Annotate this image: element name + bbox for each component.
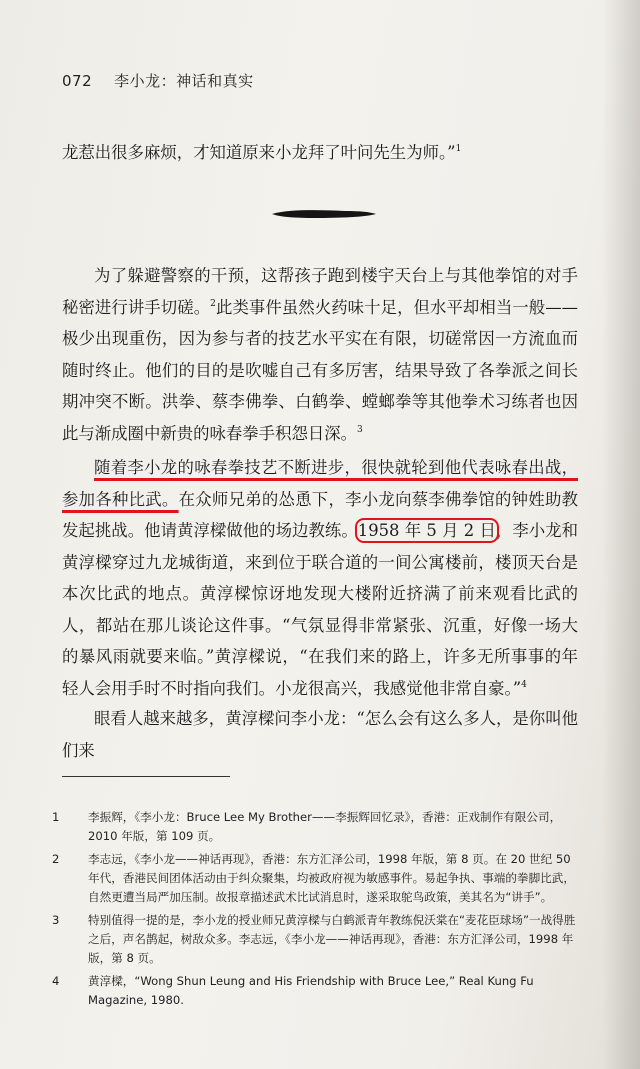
footnote-number: 2 [52, 852, 60, 866]
footnote-text: 李振辉，《李小龙：Bruce Lee My Brother——李振辉回忆录》，香港：正戏制作有限公司，2010 年版，第 109 页。 [88, 810, 562, 843]
note-ref-2: 2 [210, 298, 216, 309]
footnote-3 [52, 911, 582, 968]
paragraph-4-text: 眼看人越来越多，黄淳樑问李小龙：“怎么会有这么多人，是你叫他们来 [62, 709, 578, 760]
footnote-number: 4 [52, 974, 60, 988]
footnote-number: 1 [52, 810, 60, 824]
note-ref-3: 3 [357, 424, 363, 435]
running-header [62, 70, 254, 91]
page-number: 072 [62, 72, 93, 90]
footnote-number: 3 [52, 913, 60, 927]
circled-date: 1958 年 5 月 2 日 [357, 521, 496, 540]
paragraph-1-text: 龙惹出很多麻烦，才知道原来小龙拜了叶问先生为师。” [62, 143, 456, 162]
footnote-text: 李志远，《李小龙——神话再现》，香港：东方汇泽公司，1998 年版，第 8 页。在 20 世纪 50 年代，香港民间团体活动由于纠众聚集，均被政府视为敏感事件。易起争执、事端的拳脚比武，自然更遭当局严加压制。故报章描述武术比试消息时，遂采取鸵鸟政策，美其名为“讲手”。 [88, 852, 575, 904]
ink-smudge-divider [270, 208, 378, 220]
paragraph-4 [62, 703, 578, 766]
paragraph-2-text-a: 为了躲避警察的干预，这帮孩子跑到楼宇天台上与其他拳馆的对手秘密进行讲手切磋。 [62, 266, 578, 317]
footnote-1 [52, 808, 582, 846]
paragraph-3-text-b: ，李小龙和黄淳樑穿过九龙城街道，来到位于联合道的一间公寓楼前，楼顶天台是本次比武的地点。黄淳樑惊讶地发现大楼附近挤满了前来观看比武的人，都站在那儿谈论这件事。“气氛显得非常紧张、沉重，好像一场大的暴风雨就要来临。”黄淳樑说，“在我们来的路上，许多无所事事的年轻人会用手时不时指向我们。小龙很高兴，我感觉他非常自豪。” [62, 521, 579, 698]
paragraph-2 [62, 260, 578, 449]
highlighted-sentence: 随着李小龙的咏春拳技艺不断进步，很快就轮到他代表咏春出战，参加各种比武。 [62, 458, 578, 509]
footnotes [52, 808, 582, 1014]
book-title: 李小龙：神话和真实 [114, 72, 254, 90]
paragraph-1 [62, 137, 578, 169]
footnote-4 [52, 972, 582, 1010]
paragraph-2-text-b: 此类事件虽然火药味十足，但水平却相当一般——极少出现重伤，因为参与者的技艺水平实在有限，切磋常因一方流血而随时终止。他们的目的是吹嘘自己有多厉害，结果导致了各拳派之间长期冲突不断。洪拳、蔡李佛拳、白鹤拳、螳螂拳等其他拳术习练者也因此与渐成圈中新贵的咏春拳手积怨日深。 [62, 297, 579, 443]
paragraph-3-text-a: 在众师兄弟的怂恿下，李小龙向蔡李佛拳馆的钟姓助教发起挑战。他请黄淳樑做他的场边教练。 [62, 489, 579, 540]
footnote-text: 特别值得一提的是，李小龙的授业师兄黄淳樑与白鹤派青年教练倪沃棠在“麦花臣球场”一战得胜之后，声名鹊起，树敌众多。李志远，《李小龙——神话再现》，香港：东方汇泽公司，1998 年版，第 8 页。 [88, 913, 576, 965]
note-ref-1: 1 [455, 144, 462, 154]
footnote-text: 黄淳樑，“Wong Shun Leung and His Friendship with Bruce Lee,” Real Kung Fu Magazine, 1980. [88, 974, 534, 1007]
paragraph-3 [62, 452, 578, 704]
footnote-2 [52, 850, 582, 907]
note-ref-4: 4 [521, 679, 527, 690]
footnote-rule [62, 776, 230, 777]
